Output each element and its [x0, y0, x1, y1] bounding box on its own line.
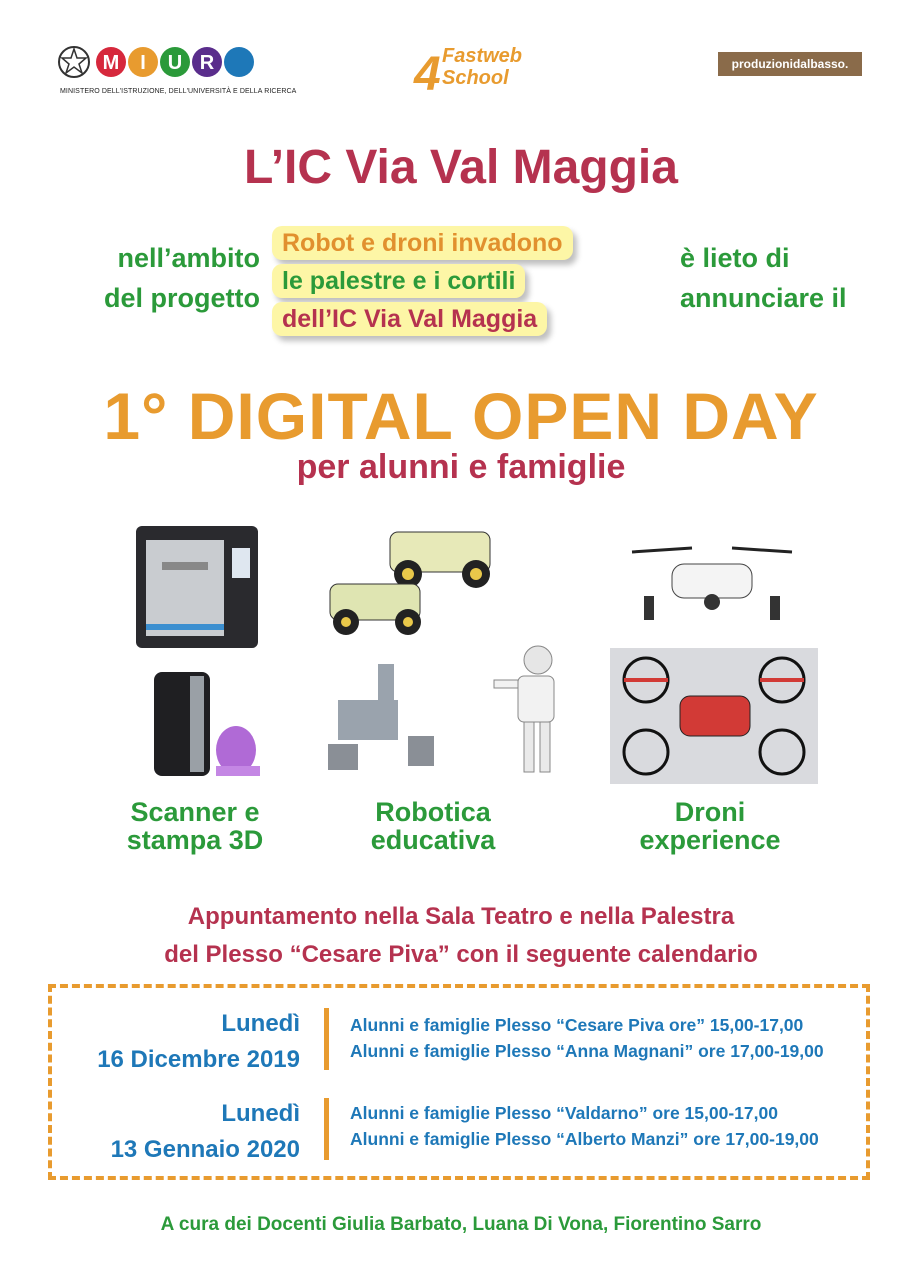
school-title: L’IC Via Val Maggia	[244, 141, 678, 194]
calendar-day-1	[50, 1006, 300, 1078]
activity-caption-3d	[90, 798, 300, 854]
intro-left-line-2: del progetto	[104, 283, 260, 313]
activity-caption-droni-line-1: Droni	[674, 797, 746, 827]
3d-scanner-image	[150, 668, 262, 780]
project-line-1: Robot e droni invadono	[272, 226, 573, 260]
white-drone-image	[622, 534, 802, 634]
calendar-day-1-weekday: Lunedì	[221, 1010, 300, 1037]
activity-caption-droni-line-2: experience	[639, 825, 781, 855]
activity-caption-droni	[600, 798, 820, 854]
svg-text:U: U	[167, 52, 183, 74]
intro-left	[60, 238, 260, 318]
intro-right-line-1: è lieto di	[680, 243, 790, 273]
calendar-schedule-2	[350, 1100, 819, 1152]
robot-cars-image	[320, 522, 506, 640]
svg-text:School: School	[442, 67, 509, 89]
calendar-day-2-weekday: Lunedì	[221, 1100, 300, 1127]
calendar-schedule-1	[350, 1012, 824, 1064]
schedule-row: Alunni e famiglie Plesso “Alberto Manzi” ore 17,00-19,00	[350, 1129, 819, 1149]
activity-caption-3d-line-1: Scanner e	[130, 797, 260, 827]
red-drone-image	[610, 648, 818, 784]
event-subtitle: per alunni e famiglie	[296, 448, 626, 486]
project-line-3: dell’IC Via Val Maggia	[272, 302, 547, 336]
intro-right	[680, 238, 900, 318]
miur-caption: MINISTERO DELL'ISTRUZIONE, DELL'UNIVERSITÀ E DELLA RICERCA	[60, 88, 297, 95]
schedule-row: Alunni e famiglie Plesso “Anna Magnani” ore 17,00-19,00	[350, 1041, 824, 1061]
activity-caption-3d-line-2: stampa 3D	[126, 825, 264, 855]
calendar-day-2-date: 13 Gennaio 2020	[110, 1136, 300, 1163]
schedule-row: Alunni e famiglie Plesso “Valdarno” ore 15,00-17,00	[350, 1103, 778, 1123]
svg-text:M: M	[102, 52, 120, 74]
footer-credits: A cura dei Docenti Giulia Barbato, Luana Di Vona, Fiorentino Sarro	[160, 1214, 762, 1235]
emblem-icon	[59, 47, 89, 77]
calendar-day-1-date: 16 Dicembre 2019	[97, 1046, 300, 1073]
activity-caption-robotica-line-2: educativa	[370, 825, 496, 855]
3d-printer-image	[132, 522, 262, 652]
intro-right-line-2: annunciare il	[680, 283, 847, 313]
event-title: 1° DIGITAL OPEN DAY	[103, 379, 819, 453]
calendar-divider-1	[324, 1008, 329, 1070]
calendar-day-2	[50, 1096, 300, 1168]
activity-caption-robotica-line-1: Robotica	[375, 797, 491, 827]
produzionidalbasso-logo: produzionidalbasso.	[718, 52, 862, 76]
intro-left-line-1: nell’ambito	[117, 243, 260, 273]
fastweb-4-school-logo	[412, 40, 542, 98]
appointment-line-1: Appuntamento nella Sala Teatro e nella Palestra	[187, 903, 735, 930]
svg-text:4: 4	[414, 48, 441, 98]
project-line-2: le palestre e i cortili	[272, 264, 525, 298]
calendar-divider-2	[324, 1098, 329, 1160]
svg-text:I: I	[140, 52, 146, 74]
activity-caption-robotica	[328, 798, 538, 854]
svg-text:R: R	[199, 52, 215, 74]
appointment-text	[0, 898, 922, 974]
humanoid-robots-image	[318, 640, 578, 780]
svg-text:Fastweb: Fastweb	[442, 45, 523, 67]
appointment-line-2: del Plesso “Cesare Piva” con il seguente calendario	[164, 941, 758, 968]
schedule-row: Alunni e famiglie Plesso “Cesare Piva ore” 15,00-17,00	[350, 1015, 804, 1035]
